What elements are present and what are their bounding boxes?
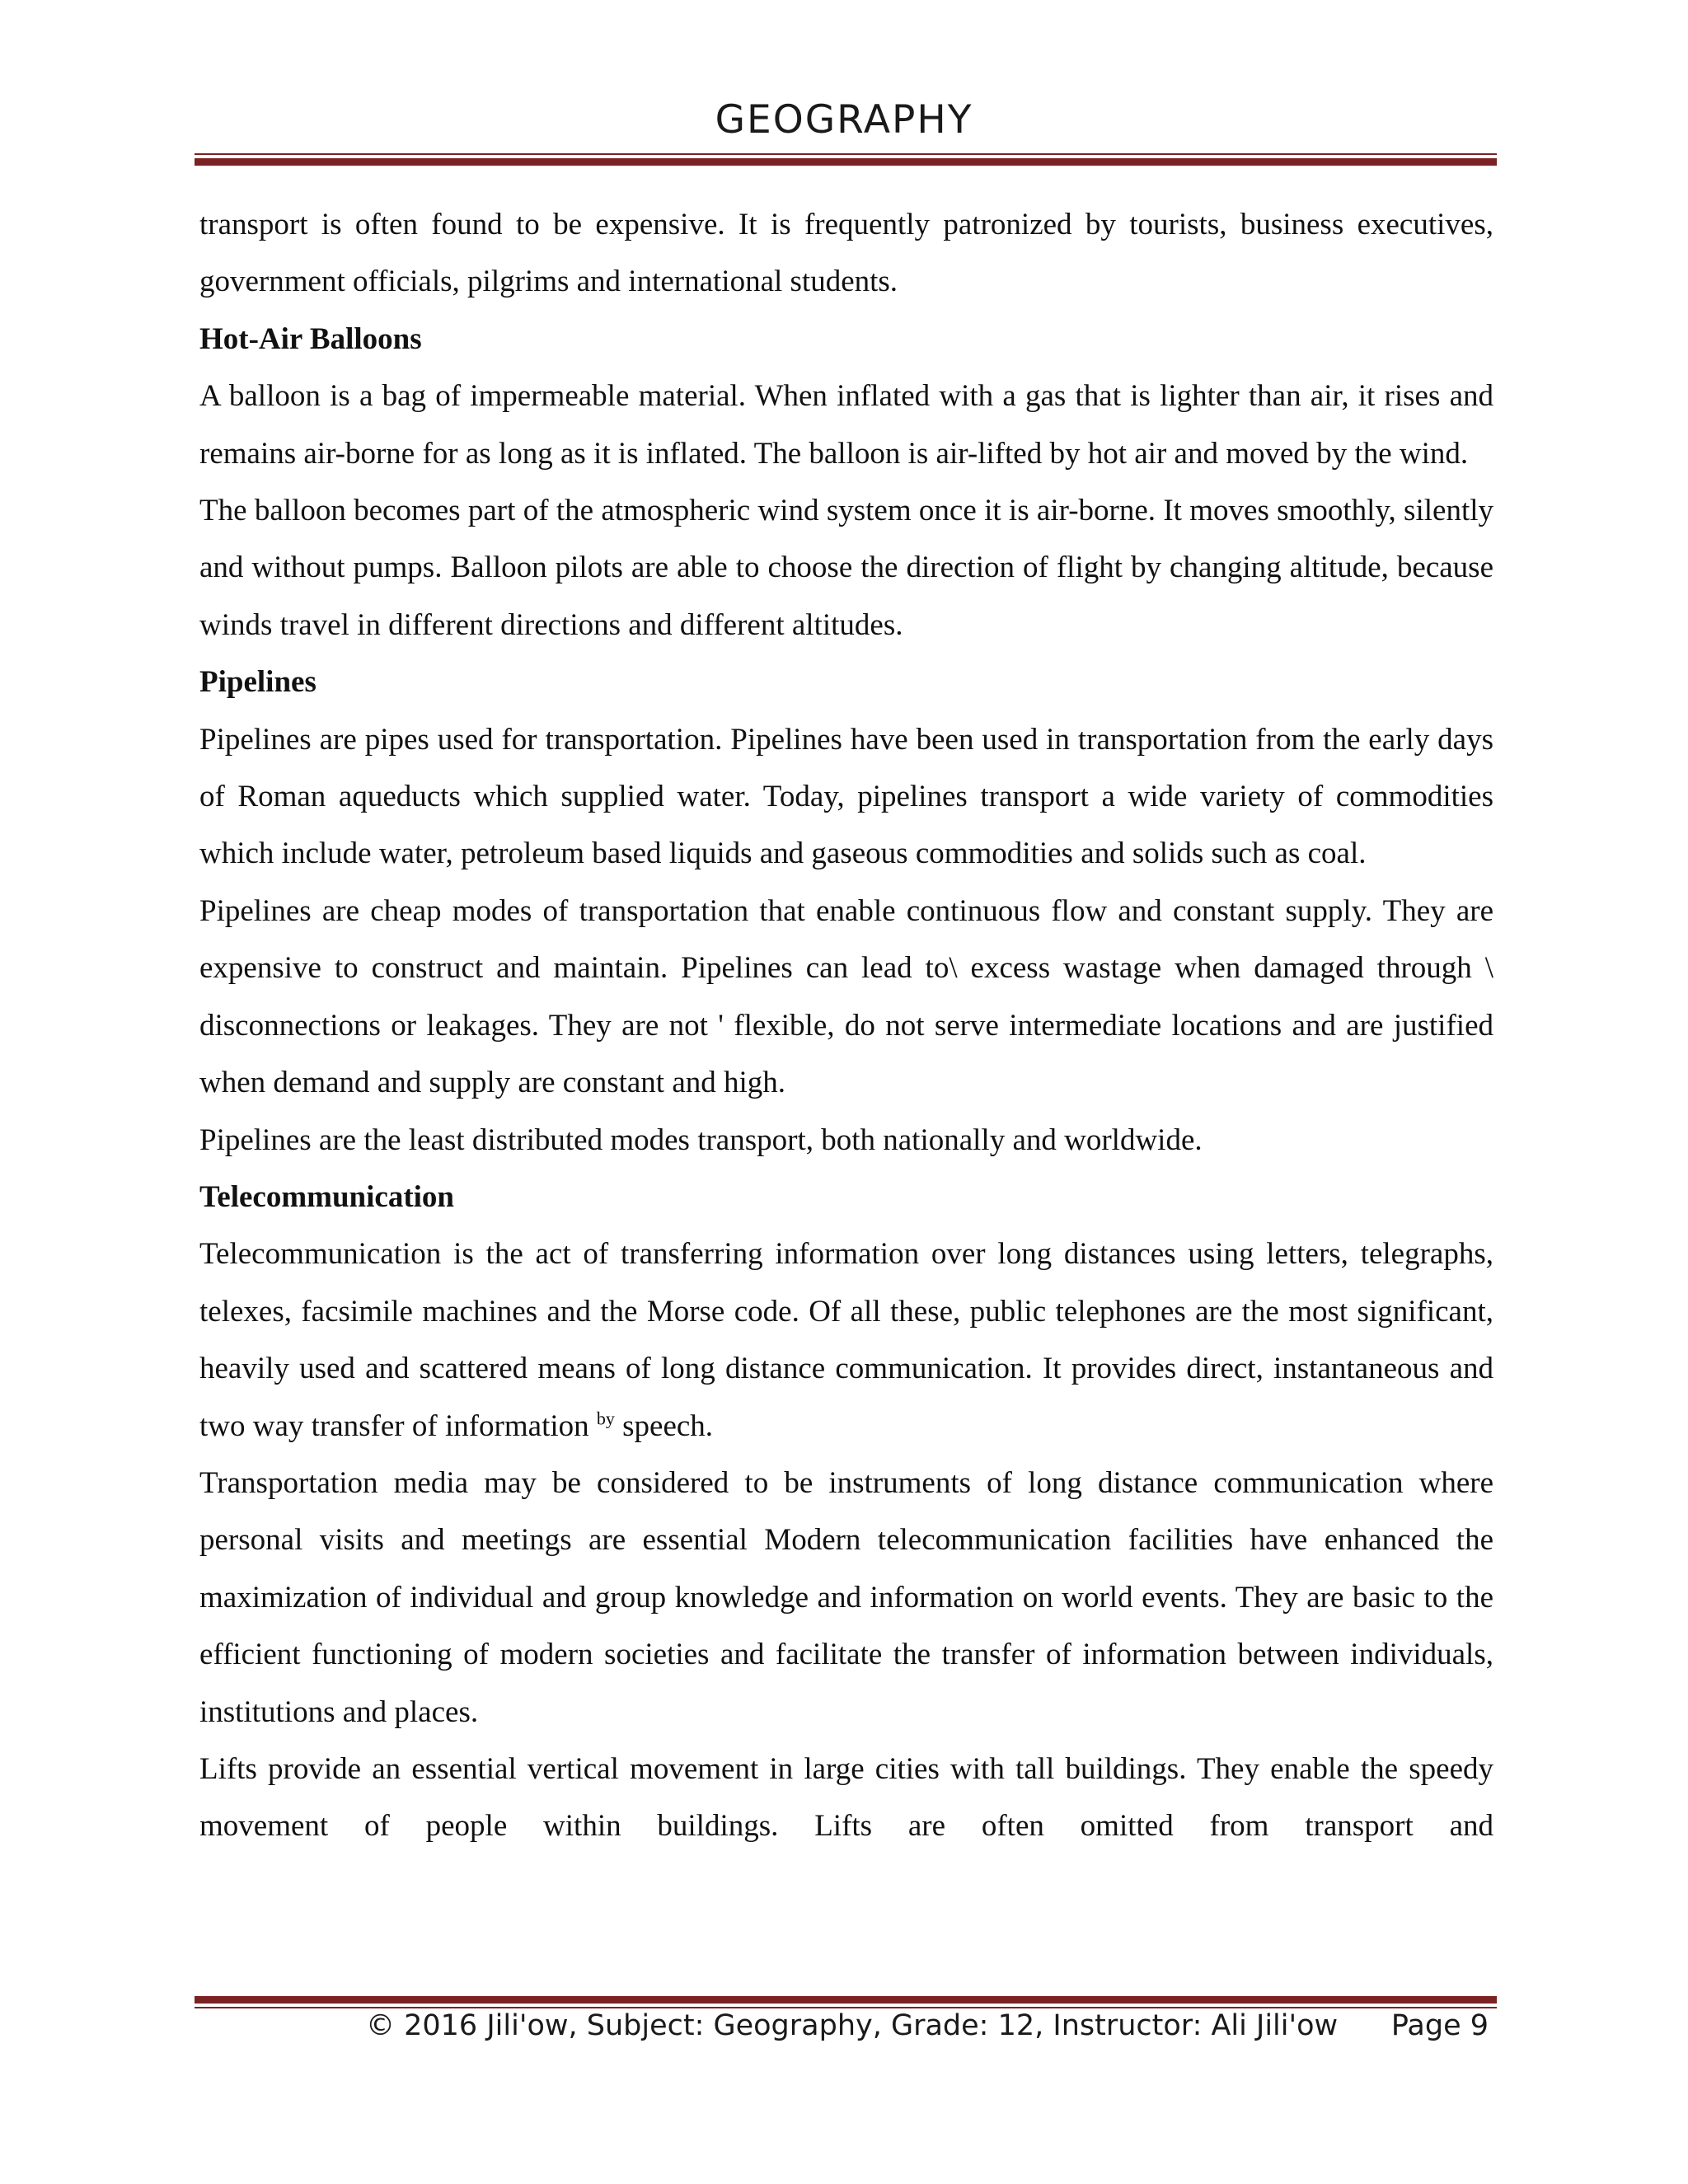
footer-rule (195, 1996, 1497, 2008)
paragraph-pipelines-1: Pipelines are pipes used for transportation. Pipelines have been used in transportation from the early days of Roman aqueducts which supplied water. Today, pipelines transport a wide variety of commodities which include water, petroleum based liquids and gaseous commodities and solids such as coal. (199, 722, 1493, 871)
footer-copyright: © 2016 Jili'ow, Subject: Geography, Grade: 12, Instructor: Ali Jili'ow (366, 2009, 1339, 2042)
paragraph-pipelines-3: Pipelines are the least distributed modes transport, both nationally and worldwide. (199, 1122, 1203, 1157)
header-rule (195, 153, 1497, 166)
paragraph-lifts: Lifts provide an essential vertical movement in large cities with tall buildings. They enable the speedy movement of people within buildings. Lifts are often omitted from transport and (199, 1751, 1493, 1844)
paragraph-balloons-1: A balloon is a bag of impermeable material. When inflated with a gas that is lighter than air, it rises and remains air-borne for as long as it is inflated. The balloon is air-lifted by hot air and moved by the wind. (199, 379, 1493, 471)
footer-page-number: Page 9 (1390, 2009, 1489, 2042)
paragraph-telecom-1 (199, 1226, 1493, 1455)
paragraph-intro: transport is often found to be expensive. It is frequently patronized by tourists, business executives, government officials, pilgrims and international students. (199, 208, 1493, 299)
heading-telecommunication: Telecommunication (199, 1179, 455, 1214)
superscript-by: by (596, 1408, 615, 1429)
paragraph-telecom-1-end: speech. (614, 1408, 714, 1443)
page-body (199, 196, 1493, 1855)
page-header-title: GEOGRAPHY (715, 97, 973, 143)
paragraph-telecom-1-main: Telecommunication is the act of transferring information over long distances using letters, telegraphs, telexes, facsimile machines and the Morse code. Of all these, public telephones are the most significant, heavily used and scattered means of long distance communication. It provides direct, instantaneous and two way transfer of information (199, 1237, 1493, 1443)
heading-hot-air-balloons: Hot-Air Balloons (199, 321, 422, 356)
paragraph-balloons-2: The balloon becomes part of the atmospheric wind system once it is air-borne. It moves smoothly, silently and without pumps. Balloon pilots are able to choose the direction of flight by changing altitude, because winds travel in different directions and different altitudes. (199, 494, 1493, 642)
heading-pipelines: Pipelines (199, 665, 316, 700)
paragraph-pipelines-2: Pipelines are cheap modes of transportation that enable continuous flow and constant supply. They are expensive to construct and maintain. Pipelines can lead to\ excess wastage when damaged through \ disconnections or leakages. They are not ' flexible, do not serve intermediate locations and are justified when demand and supply are constant and high. (199, 893, 1493, 1100)
paragraph-telecom-2: Transportation media may be considered to be instruments of long distance communication where personal visits and meetings are essential Modern telecommunication facilities have enhanced the maximization of individual and group knowledge and information on world events. They are basic to the efficient functioning of modern societies and facilitate the transfer of information between individuals, institutions and places. (199, 1465, 1493, 1729)
